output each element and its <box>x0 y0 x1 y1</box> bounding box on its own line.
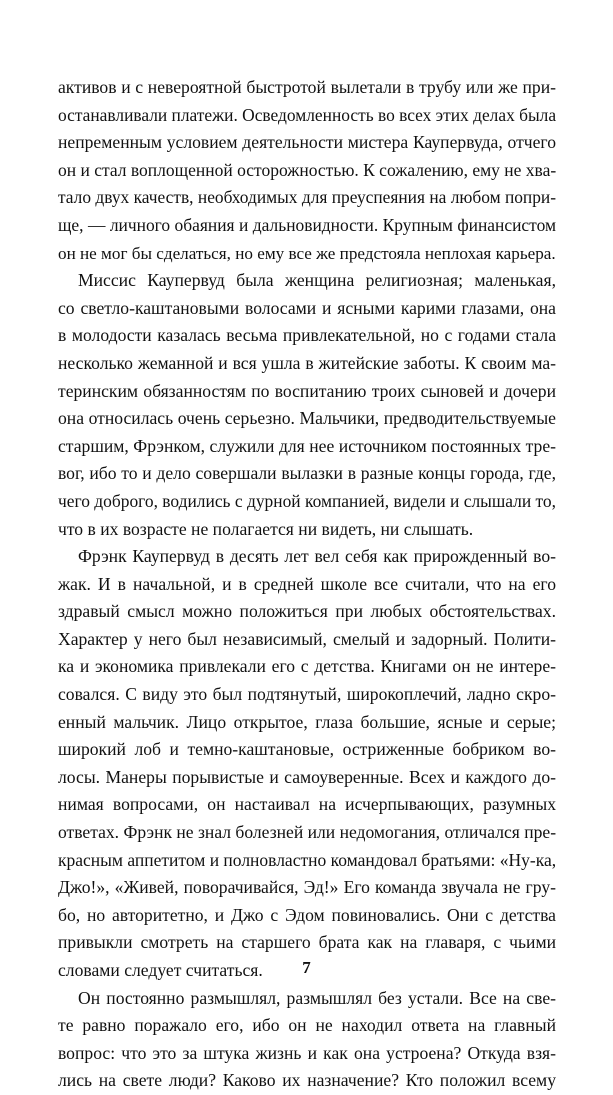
text-line: ка и экономика привлекали его с детства. Книгами он не интере- <box>58 656 556 677</box>
text-line: чего доброго, водились с дурной компанией, видели и слышали то, <box>58 490 556 511</box>
text-line: привыкли смотреть на старшего брата как на главаря, с чьими <box>58 932 556 953</box>
text-line: Миссис Каупервуд была женщина религиозная; маленькая, <box>78 270 556 291</box>
text-line: ще, — личного обаяния и дальновидности. Крупным финансистом <box>58 214 556 235</box>
text-line: останавливали платежи. Осведомленность во всех этих делах была <box>58 104 557 125</box>
text-line: активов и с невероятной быстротой вылетали в трубу или же при- <box>58 77 556 97</box>
text-line: Джо!», «Живей, поворачивайся, Эд!» Его команда звучала не гру- <box>58 877 556 898</box>
paragraph-4 <box>58 985 556 1095</box>
page-number: 7 <box>302 958 311 977</box>
text-line: Характер у него был независимый, смелый и задорный. Полити- <box>58 628 556 649</box>
text-line: вог, ибо то и дело совершали вылазки в разные концы города, где, <box>58 463 556 484</box>
text-line: он не мог бы сделаться, но ему все же предстояла неплохая карьера. <box>58 243 556 263</box>
text-line: Фрэнк Каупервуд в десять лет вел себя как прирожденный во- <box>78 546 556 567</box>
paragraph-2 <box>58 267 556 543</box>
text-line: теринским обязанностям по воспитанию троих сыновей и дочери <box>58 380 556 401</box>
text-line: несколько жеманной и вся ушла в житейские заботы. К своим ма- <box>58 352 556 373</box>
text-line: она относилась очень серьезно. Мальчики, предводительствуемые <box>58 408 556 429</box>
text-line: те равно поражало его, ибо он не находил ответа на главный <box>58 1015 556 1036</box>
paragraph-1 <box>58 74 556 267</box>
body-text <box>58 74 556 1095</box>
text-line: здравый смысл можно положиться при любых обстоятельствах. <box>58 601 556 622</box>
text-line: словами следует считаться. <box>58 960 263 980</box>
text-line: он и стал воплощенной осторожностью. К сожалению, ему не хва- <box>58 159 557 180</box>
text-line: енный мальчик. Лицо открытое, глаза большие, ясные и серые; <box>58 711 556 732</box>
text-line: красным аппетитом и полновластно командовал братьями: «Ну-ка, <box>58 849 557 870</box>
text-line: Он постоянно размышлял, размышлял без устали. Все на све- <box>78 987 556 1008</box>
text-line: вопрос: что это за штука жизнь и как она устроена? Откуда взя- <box>58 1042 556 1063</box>
text-line: бо, но авторитетно, и Джо с Эдом повиновались. Они с детства <box>58 904 556 925</box>
text-line: ответах. Фрэнк не знал болезней или недомогания, отличался пре- <box>58 822 557 843</box>
text-line: совался. С виду это был подтянутый, широкоплечий, ладно скро- <box>58 684 556 705</box>
text-line: широкий лоб и темно-каштановые, остриженные бобриком во- <box>58 739 556 760</box>
text-line: старшим, Фрэнком, служили для нее источником постоянных тре- <box>58 435 556 456</box>
text-line: лись на свете люди? Каково их назначение? Кто положил всему <box>58 1070 556 1091</box>
text-line: со светло-каштановыми волосами и ясными карими глазами, она <box>58 297 556 318</box>
text-line: непременным условием деятельности мистера Каупервуда, отчего <box>58 132 556 153</box>
text-line: нимая вопросами, он настаивал на исчерпывающих, разумных <box>58 794 556 815</box>
text-line: жак. И в начальной, и в средней школе все считали, что на его <box>58 573 556 594</box>
text-line: что в их возрасте не полагается ни видеть, ни слышать. <box>58 518 474 539</box>
text-line: в молодости казалась весьма привлекательной, но с годами стала <box>58 325 556 346</box>
text-line: тало двух качеств, необходимых для преуспеяния на любом попри- <box>58 188 556 208</box>
text-line: лосы. Манеры порывистые и самоуверенные. Всех и каждого до- <box>58 766 556 787</box>
paragraph-3 <box>58 543 556 985</box>
